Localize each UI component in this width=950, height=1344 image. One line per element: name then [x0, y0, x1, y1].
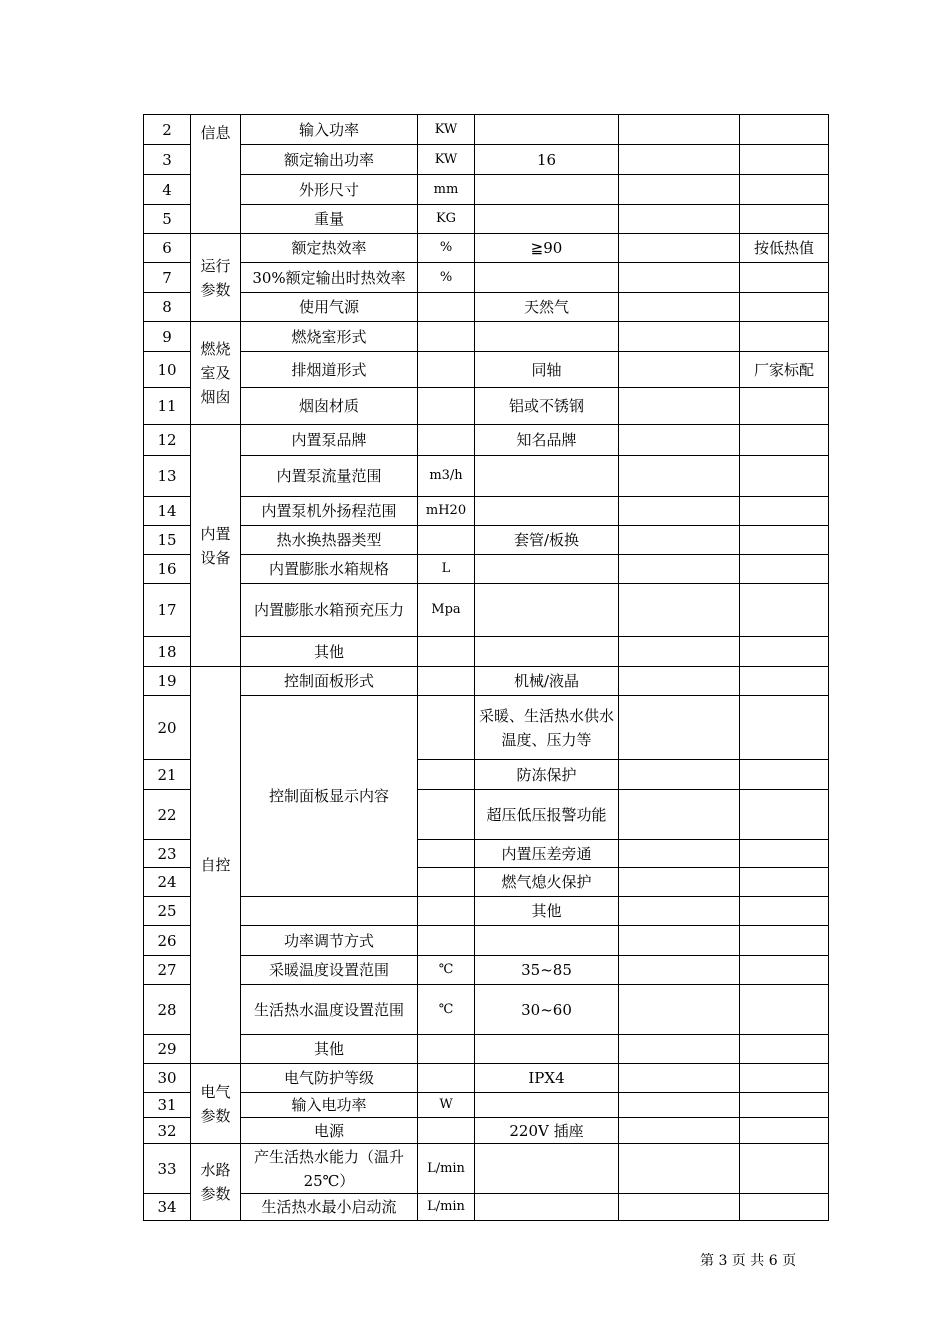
table-row: [144, 696, 829, 760]
table-row: [144, 1194, 829, 1221]
item-name-cell: 采暖温度设置范围: [241, 956, 418, 985]
requirement-cell: [475, 115, 619, 145]
note-cell: [740, 1093, 829, 1118]
unit-cell: [418, 926, 475, 956]
note-cell: [740, 840, 829, 868]
item-name-cell: 输入功率: [241, 115, 418, 145]
note-cell: [740, 175, 829, 205]
row-number-cell: 20: [144, 696, 191, 760]
table-row: [144, 1118, 829, 1144]
response-cell: [619, 175, 740, 205]
unit-cell: [418, 425, 475, 456]
group-label-cell: 燃烧室及烟囱: [191, 322, 241, 425]
item-name-cell: 生活热水温度设置范围: [241, 985, 418, 1035]
note-cell: [740, 760, 829, 790]
note-cell: [740, 637, 829, 667]
requirement-cell: 铝或不锈钢: [475, 388, 619, 425]
row-number-cell: 10: [144, 352, 191, 388]
note-cell: [740, 497, 829, 526]
note-cell: 厂家标配: [740, 352, 829, 388]
item-name-cell: 外形尺寸: [241, 175, 418, 205]
spec-table-body: [144, 115, 829, 1221]
table-row: [144, 1093, 829, 1118]
response-cell: [619, 352, 740, 388]
unit-cell: [418, 760, 475, 790]
response-cell: [619, 388, 740, 425]
unit-cell: L/min: [418, 1144, 475, 1194]
row-number-cell: 28: [144, 985, 191, 1035]
item-name-cell: [241, 897, 418, 926]
note-cell: [740, 205, 829, 234]
requirement-cell: [475, 456, 619, 497]
response-cell: [619, 205, 740, 234]
requirement-cell: 35~85: [475, 956, 619, 985]
requirement-cell: [475, 175, 619, 205]
table-row: [144, 526, 829, 555]
note-cell: 按低热值: [740, 234, 829, 263]
requirement-cell: [475, 1144, 619, 1194]
row-number-cell: 12: [144, 425, 191, 456]
item-name-cell: 生活热水最小启动流: [241, 1194, 418, 1221]
unit-cell: [418, 840, 475, 868]
note-cell: [740, 555, 829, 584]
requirement-cell: IPX4: [475, 1064, 619, 1093]
requirement-cell: [475, 926, 619, 956]
note-cell: [740, 293, 829, 322]
item-name-cell: 功率调节方式: [241, 926, 418, 956]
requirement-cell: [475, 1035, 619, 1064]
item-name-cell: 内置膨胀水箱预充压力: [241, 584, 418, 637]
row-number-cell: 16: [144, 555, 191, 584]
response-cell: [619, 840, 740, 868]
row-number-cell: 32: [144, 1118, 191, 1144]
item-name-cell: 排烟道形式: [241, 352, 418, 388]
note-cell: [740, 1194, 829, 1221]
response-cell: [619, 760, 740, 790]
note-cell: [740, 1118, 829, 1144]
unit-cell: ℃: [418, 956, 475, 985]
item-name-cell: 使用气源: [241, 293, 418, 322]
row-number-cell: 33: [144, 1144, 191, 1194]
table-row: [144, 322, 829, 352]
row-number-cell: 31: [144, 1093, 191, 1118]
unit-cell: [418, 696, 475, 760]
table-row: [144, 234, 829, 263]
requirement-cell: [475, 205, 619, 234]
requirement-cell: [475, 1194, 619, 1221]
unit-cell: Mpa: [418, 584, 475, 637]
unit-cell: [418, 637, 475, 667]
group-label-cell: 水路参数: [191, 1144, 241, 1221]
unit-cell: [418, 526, 475, 555]
note-cell: [740, 667, 829, 696]
table-row: [144, 388, 829, 425]
unit-cell: [418, 322, 475, 352]
note-cell: [740, 115, 829, 145]
unit-cell: [418, 1035, 475, 1064]
group-label-cell: 自控: [191, 667, 241, 1064]
requirement-cell: 30~60: [475, 985, 619, 1035]
item-name-cell: 内置泵机外扬程范围: [241, 497, 418, 526]
note-cell: [740, 1035, 829, 1064]
response-cell: [619, 1144, 740, 1194]
response-cell: [619, 897, 740, 926]
requirement-cell: [475, 637, 619, 667]
row-number-cell: 4: [144, 175, 191, 205]
unit-cell: [418, 897, 475, 926]
group-label-cell: 运行参数: [191, 234, 241, 322]
row-number-cell: 22: [144, 790, 191, 840]
response-cell: [619, 456, 740, 497]
requirement-cell: 220V 插座: [475, 1118, 619, 1144]
response-cell: [619, 868, 740, 897]
row-number-cell: 2: [144, 115, 191, 145]
row-number-cell: 21: [144, 760, 191, 790]
response-cell: [619, 584, 740, 637]
requirement-cell: 套管/板换: [475, 526, 619, 555]
unit-cell: m3/h: [418, 456, 475, 497]
requirement-cell: 采暖、生活热水供水温度、压力等: [475, 696, 619, 760]
row-number-cell: 18: [144, 637, 191, 667]
response-cell: [619, 790, 740, 840]
item-name-cell: 输入电功率: [241, 1093, 418, 1118]
note-cell: [740, 263, 829, 293]
unit-cell: L/min: [418, 1194, 475, 1221]
row-number-cell: 6: [144, 234, 191, 263]
unit-cell: [418, 1064, 475, 1093]
row-number-cell: 17: [144, 584, 191, 637]
row-number-cell: 13: [144, 456, 191, 497]
note-cell: [740, 1064, 829, 1093]
row-number-cell: 34: [144, 1194, 191, 1221]
requirement-cell: 天然气: [475, 293, 619, 322]
response-cell: [619, 115, 740, 145]
table-row: [144, 897, 829, 926]
note-cell: [740, 322, 829, 352]
item-name-cell: 其他: [241, 1035, 418, 1064]
row-number-cell: 29: [144, 1035, 191, 1064]
requirement-cell: 内置压差旁通: [475, 840, 619, 868]
response-cell: [619, 926, 740, 956]
table-row: [144, 456, 829, 497]
item-name-cell: 电源: [241, 1118, 418, 1144]
response-cell: [619, 425, 740, 456]
row-number-cell: 3: [144, 145, 191, 175]
note-cell: [740, 897, 829, 926]
unit-cell: [418, 790, 475, 840]
unit-cell: mm: [418, 175, 475, 205]
requirement-cell: 同轴: [475, 352, 619, 388]
unit-cell: L: [418, 555, 475, 584]
row-number-cell: 8: [144, 293, 191, 322]
item-name-cell: 热水换热器类型: [241, 526, 418, 555]
item-name-cell: 燃烧室形式: [241, 322, 418, 352]
table-row: [144, 497, 829, 526]
table-row: [144, 926, 829, 956]
row-number-cell: 14: [144, 497, 191, 526]
table-row: [144, 352, 829, 388]
response-cell: [619, 1118, 740, 1144]
table-row: [144, 293, 829, 322]
item-name-cell: 重量: [241, 205, 418, 234]
row-number-cell: 9: [144, 322, 191, 352]
requirement-cell: 16: [475, 145, 619, 175]
row-number-cell: 7: [144, 263, 191, 293]
item-name-cell: 烟囱材质: [241, 388, 418, 425]
spec-table: [143, 114, 829, 1221]
note-cell: [740, 526, 829, 555]
response-cell: [619, 1194, 740, 1221]
note-cell: [740, 926, 829, 956]
row-number-cell: 23: [144, 840, 191, 868]
response-cell: [619, 526, 740, 555]
response-cell: [619, 667, 740, 696]
requirement-cell: ≧90: [475, 234, 619, 263]
item-name-cell: 内置泵品牌: [241, 425, 418, 456]
response-cell: [619, 1035, 740, 1064]
table-row: [144, 175, 829, 205]
item-name-cell: 控制面板形式: [241, 667, 418, 696]
unit-cell: [418, 352, 475, 388]
unit-cell: [418, 388, 475, 425]
requirement-cell: 知名品牌: [475, 425, 619, 456]
response-cell: [619, 322, 740, 352]
requirement-cell: [475, 497, 619, 526]
unit-cell: %: [418, 234, 475, 263]
requirement-cell: [475, 322, 619, 352]
table-row: [144, 205, 829, 234]
requirement-cell: [475, 555, 619, 584]
response-cell: [619, 555, 740, 584]
group-label-cell: 信息: [191, 115, 241, 234]
row-number-cell: 30: [144, 1064, 191, 1093]
item-name-cell: 内置膨胀水箱规格: [241, 555, 418, 584]
table-row: [144, 555, 829, 584]
item-name-cell: 额定热效率: [241, 234, 418, 263]
item-name-cell: 额定输出功率: [241, 145, 418, 175]
note-cell: [740, 956, 829, 985]
response-cell: [619, 1093, 740, 1118]
requirement-cell: 燃气熄火保护: [475, 868, 619, 897]
note-cell: [740, 425, 829, 456]
table-row: [144, 263, 829, 293]
unit-cell: [418, 293, 475, 322]
table-row: [144, 145, 829, 175]
note-cell: [740, 868, 829, 897]
table-row: [144, 667, 829, 696]
requirement-cell: [475, 1093, 619, 1118]
row-number-cell: 5: [144, 205, 191, 234]
unit-cell: [418, 667, 475, 696]
response-cell: [619, 956, 740, 985]
table-row: [144, 637, 829, 667]
item-name-cell: 电气防护等级: [241, 1064, 418, 1093]
requirement-cell: [475, 584, 619, 637]
item-name-cell: 30%额定输出时热效率: [241, 263, 418, 293]
row-number-cell: 25: [144, 897, 191, 926]
unit-cell: KG: [418, 205, 475, 234]
table-row: [144, 1035, 829, 1064]
unit-cell: ℃: [418, 985, 475, 1035]
item-name-cell: 内置泵流量范围: [241, 456, 418, 497]
unit-cell: KW: [418, 115, 475, 145]
table-row: [144, 1064, 829, 1093]
note-cell: [740, 1144, 829, 1194]
item-name-cell: 产生活热水能力（温升25℃）: [241, 1144, 418, 1194]
note-cell: [740, 388, 829, 425]
row-number-cell: 15: [144, 526, 191, 555]
item-name-cell: 控制面板显示内容: [241, 696, 418, 897]
note-cell: [740, 790, 829, 840]
response-cell: [619, 985, 740, 1035]
table-row: [144, 1144, 829, 1194]
response-cell: [619, 263, 740, 293]
table-row: [144, 115, 829, 145]
table-row: [144, 956, 829, 985]
response-cell: [619, 497, 740, 526]
requirement-cell: 机械/液晶: [475, 667, 619, 696]
response-cell: [619, 293, 740, 322]
table-row: [144, 985, 829, 1035]
response-cell: [619, 145, 740, 175]
page-footer: 第 3 页 共 6 页: [700, 1253, 797, 1269]
unit-cell: [418, 1118, 475, 1144]
response-cell: [619, 234, 740, 263]
unit-cell: W: [418, 1093, 475, 1118]
note-cell: [740, 696, 829, 760]
unit-cell: KW: [418, 145, 475, 175]
requirement-cell: 超压低压报警功能: [475, 790, 619, 840]
row-number-cell: 24: [144, 868, 191, 897]
row-number-cell: 27: [144, 956, 191, 985]
requirement-cell: 其他: [475, 897, 619, 926]
note-cell: [740, 584, 829, 637]
row-number-cell: 11: [144, 388, 191, 425]
row-number-cell: 19: [144, 667, 191, 696]
unit-cell: [418, 868, 475, 897]
item-name-cell: 其他: [241, 637, 418, 667]
table-row: [144, 584, 829, 637]
unit-cell: %: [418, 263, 475, 293]
table-row: [144, 425, 829, 456]
note-cell: [740, 985, 829, 1035]
requirement-cell: 防冻保护: [475, 760, 619, 790]
row-number-cell: 26: [144, 926, 191, 956]
response-cell: [619, 696, 740, 760]
requirement-cell: [475, 263, 619, 293]
response-cell: [619, 637, 740, 667]
note-cell: [740, 456, 829, 497]
group-label-cell: 电气参数: [191, 1064, 241, 1144]
group-label-cell: 内置设备: [191, 425, 241, 667]
unit-cell: mH20: [418, 497, 475, 526]
note-cell: [740, 145, 829, 175]
response-cell: [619, 1064, 740, 1093]
